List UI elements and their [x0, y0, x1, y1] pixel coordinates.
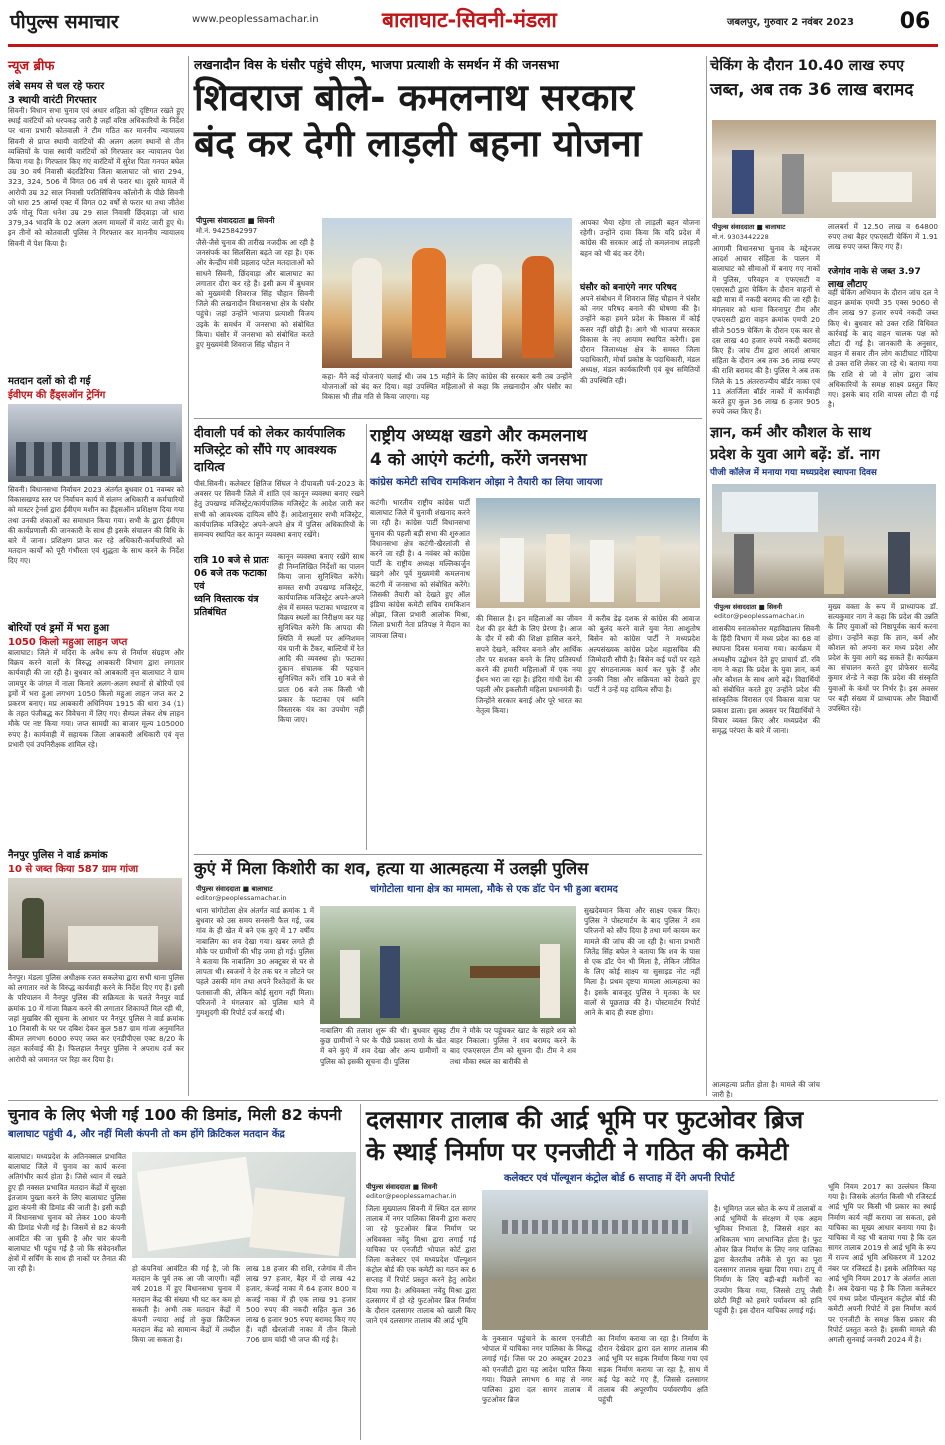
news-brief	[8, 56, 184, 1096]
lead-col1: जैसे-जैसे चुनाव की तारीख नजदीक आ रही है जनसंपर्क का सिलसिला बढ़ते जा रहा है। एक ओर केन्द्रीय मंत्री प्रहलाद पटेल मतदाताओं को साधने सिवनी, छिंदवाड़ा और बालाघाट का लगातार दौरा कर रहे हैं। इसी क्रम में बुधवार को मुख्यमंत्री शिवराज सिंह चौहान सिवनी जिले की लखनादौन विधानसभा क्षेत्र के घंसौर पहुंचे। जहां उन्होंने भाजपा प्रत्याशी विजय उइके के समर्थन में जनसभा को संबोधित किया। घंसौर में जनसभा को संबोधित करते हुए मुख्यमंत्री शिवराज सिंह चौहान ने	[196, 238, 314, 350]
gyan-headline: ज्ञान, कर्म और कौशल के साथ प्रदेश के युवा आगे बढ़ें: डॉ. नाग	[710, 425, 880, 463]
kharge-subhead: कांग्रेस कमेटी सचिव रामकिशन ओझा ने तैयारी का लिया जायजा	[370, 477, 603, 488]
lake-bridge-photo	[482, 1190, 708, 1330]
rule-kuan	[194, 854, 702, 855]
demand-col2: हो कंपनियां आवंटित की गई है, जो कि मतदान के पूर्व तक आ जी जाएगी। वहीं वर्ष 2018 में हुए विधानसभा चुनाव में मतदान केंद्र की संख्या भी घट कर कम हो सकती है। अभी तक मतदान केंद्रों में कंपनी ज्यादा आई तो कुछ क्रिटिकल मतदान केंद्र को सामान्य केंद्रों में तब्दील किया जा सकता है।	[132, 1264, 240, 1345]
gyan-tail: आत्महत्या प्रतीत होता है। मामले की जांच जारी है।	[712, 1080, 820, 1100]
rule-bottom	[8, 1100, 938, 1101]
paper-url: www.peoplessamachar.in	[192, 14, 319, 25]
lead-col2b: अपने संबोधन में शिवराज सिंह चौहान ने घंसौर को नगर परिषद बनाने की घोषणा की है। उन्होंने कहा हमने प्रदेश के विकास में कोई कसर नहीं छोड़ी है। आगे भी भाजपा सरकार विकास के नए आयाम स्थापित करेगी। इस दौरान जिलाध्यक्ष क्षेत्र के समस्त जिला पदाधिकारी, मोर्चा प्रकोष्ठ के पदाधिकारी, मंडल अध्यक्ष, मंडल कार्यकारिणी एवं बूथ समितियों की उपस्थिति रही।	[580, 294, 700, 385]
kuan-headline: कुएं में मिला किशोरी का शव, हत्या या आत्महत्या में उलझी पुलिस	[194, 859, 589, 878]
cm-rally-photo	[322, 218, 572, 368]
gyan-credit: पीपुल्स संवाददाता ■ सिवनी	[714, 603, 783, 611]
brief-divider	[188, 56, 189, 1096]
ngt-col2: के नुकसान पहुंचाने के कारण एनजीटी भोपाल में याचिका नगर पालिका के विरुद्ध लगाई गई। जिस पर 20 अक्टूबर 2023 को एनजीटी द्वारा यह आदेश पारित किया गया। पिछले लगभग 6 माह से नगर पालिका द्वारा दल सागर तालाब में फुटओवर ब्रिज	[482, 1334, 592, 1405]
bottom-divider	[360, 1104, 361, 1440]
kuan-story	[194, 858, 702, 1098]
page-number: 06	[899, 9, 931, 34]
diwali-box: रात्रि 10 बजे से प्रातः 06 बजे तक फटाका एवं ध्वनि विस्तारक यंत्र प्रतिबंधित	[194, 555, 269, 618]
diwali-headline: दीवाली पर्व को लेकर कार्यपालिक मजिस्ट्रेट को सौंपे गए आवश्यक दायित्व	[194, 425, 345, 474]
lead-col2: आपका भैया रहेगा तो लाड़ली बहन योजना रहेगी। उन्होंने दावा किया कि यदि प्रदेश में कांग्रेस की सरकार आई तो कमलनाथ लाड़ली बहन को भी बंद कर देंगे।	[580, 218, 700, 258]
gyan-col1: शासकीय स्नातकोत्तर महाविद्यालय सिवनी के हिंदी विभाग में मध्य प्रदेश का 68 वां स्थापना दिवस मनाया गया। कार्यक्रम में अध्यक्षीय उद्बोधन देते हुए प्राचार्य डॉ. रवि नाग ने कहा कि प्रदेश के युवा ज्ञान, कर्म और कौशल के साथ आगे बढ़ें। विद्यार्थियों को संबोधित करते हुए उन्होंने प्रदेश की सांस्कृतिक विरासत एवं विकास यात्रा पर प्रकाश डाला। इस अवसर पर विद्यार्थियों ने विचार व्यक्त किए और मध्यप्रदेश की समृद्ध परंपरा के बारे में जाना।	[712, 624, 820, 736]
demand-subhead: बालाघाट पहुंची 4, और नहीं मिली कंपनी तो कम होंगे क्रिटिकल मतदान केंद्र	[8, 1129, 285, 1140]
kuan-subhead: चांगोटोला थाना क्षेत्र का मामला, मौके से एक डॉट पेन भी हुआ बरामद	[370, 884, 618, 895]
demand-col3: लाख 18 हजार की राशि, रजेगांव में तीन लाख 97 हजार, बैहर में दो लाख 42 हजार, कंजई नाका में 64 हजार 800 व कजई नाका में ही एक लाख 91 हजार 500 रुपए की नकदी सहित कुल 36 लाख 6 हजार 905 रुपए बरामद किए गए हैं। वहीं खैरलांजी नाका में तीन किलो 706 ग्राम चांदी भी जप्त की गई है।	[246, 1264, 356, 1345]
ganja-seizure-photo	[8, 878, 182, 970]
college-event-photo	[712, 484, 936, 598]
ngt-col3: का निर्माण कराया जा रहा है। निर्माण के दौरान देखेदार द्वारा दल सागर तालाब की आर्द्र भूमि पर सड़क निर्माण किया गया एवं सड़क निर्माण कराया जा रहा है, साथ में कई पेड़ काटे गए हैं, जिससे दलसागर तालाब की अपूरणीय पर्यावरणीय क्षति पहुंची	[598, 1334, 708, 1405]
diwali-story	[194, 424, 364, 850]
kuan-caption-2: टीम ने मौके पर पहुंचकर खाट के सहारे शव को बाहर निकाला। पुलिस ने शव बरामद करने के बाद एफएसएल टीम को सूचना दी। टीम ने शव तथा मौका स्थल का बारीकी से	[450, 1026, 576, 1066]
region-title: बालाघाट-सिवनी-मंडला	[382, 8, 557, 32]
paper-logo: पीपुल्स समाचार	[10, 11, 119, 33]
brief-item: नैनपुर पुलिस ने वार्ड क्रमांक 10 से जब्त किया 587 ग्राम गांजा नैनपुर। मंडला पुलिस अधीक्षक रजत सकलेचा द्वारा सभी थाना पुलिस को लगातार नशे के विरुद्ध कार्यवाही करने के निर्देश दिए गए हैं। इसी के परिपालन में नैनपुर पुलिस की सक्रियता के चलते नैनपुर वार्ड क्रमांक 10 में गांजा विक्रय करने की लगातार शिकायतें मिल रही थी, जहां मुखबिर की सूचना के आधार पर नैनपुर पुलिस ने वार्ड क्रमांक 10 निवासी के घर पर दबिश देकर कुल 587 ग्राम गांजा अनुमानित कीमत लगभग 6000 रुपए जब्त कर एनडीपीएस एक्ट 8/20 के तहत कार्रवाई की है। फिलहाल नैनपुर पुलिस ने अपराध दर्ज कर आरोपी को जमानत पर रिहा कर दिया है।	[8, 850, 184, 1064]
kharge-col1: कटंगी। भारतीय राष्ट्रीय कांग्रेस पार्टी बालाघाट जिले में चुनावी शंखनाद करने जा रही है। कांग्रेस पार्टी विधानसभा चुनाव की पहली बड़ी सभा की शुरुआत विधानसभा क्षेत्र कटंगी-खैरलांजी से करने जा रही है। 4 नवंबर को कांग्रेस पार्टी के राष्ट्रीय अध्यक्ष मल्लिकार्जुन खड़गे और पूर्व मुख्यमंत्री कमलनाथ कटंगी में जनसभा को संबोधित करेंगे। जिसकी तैयारी को देखते हुए ऑल इंडिया कांग्रेस कमेटी सचिव रामकिशन ओझा, जिला प्रभारी आलोक मिश्रा, जिला प्रभारी नेता प्रतिपक्ष ने मैदान का जायजा लिया।	[370, 498, 470, 640]
kharge-col3: में करीब डेढ़ दशक से कांग्रेस की आवाज को बुलंद करने वाले युवा नेता आशुतोष बिसेन को कांग्रेस पार्टी ने मध्यप्रदेश अल्पसंख्यक कांग्रेस प्रदेश महासचिव की जिम्मेदारी सौंपी है। बिसेन कई पदों पर रहते हुए संगठनात्मक कार्य कर चुके हैं और उनकी निष्ठा और सक्रियता को देखते हुए पार्टी ने उन्हें यह दायित्व सौंपा है।	[588, 614, 700, 695]
brief-item: बोरियों एवं ड्रमों में भरा हुआ 1050 किलो महुआ लाहन जप्त बालाघाट। जिले में मदिरा के अवैध रूप से निर्माण संग्रहण और विक्रय करने वालों के विरुद्ध आबकारी विभाग द्वारा लगातार कार्यवाही की जा रही है। बुधवार को आबकारी वृत्त बालाघाट ने ग्राम जामपुर के जंगल में नाला किनारे अलग-अलग स्थानों से बोरियों एवं ड्रमों में भरा हुआ लगभग 1050 किलो महुआ लाहन जप्त कर 2 प्रकरण बनाए। मप्र आबकारी अधिनियम 1915 की धारा 34 (1) के तहत पंजीबद्ध कर विवेचना में लिए गए। सैम्पल लेकर शेष लाहन मौके पर नष्ट किया गया। जप्त सामग्री का बाजार मूल्य 105000 रुपए है। कार्यवाही में सहायक जिला आबकारी अधिकारी एवं वृत्त प्रभारी एवं उपनिरीक्षक शामिल रहे।	[8, 623, 184, 749]
gyan-email: editor@peoplessamachar.in	[714, 612, 805, 620]
ngt-story	[366, 1104, 938, 1440]
checking-credit: पीपुल्स संवाददाता ■ बालाघाट	[712, 223, 786, 231]
cash-seizure-photo	[712, 120, 936, 218]
kuan-caption-1: नाबालिग की तलाश शुरू की थी। बुधवार सुबह कुछ ग्रामीणों ने घर के पीछे प्रकाश राणो के खेत में बने कुएं में शव देखा और अन्य ग्रामीणों व पुलिस को इसकी सूचना दी। पुलिस	[320, 1026, 446, 1066]
ngt-col4: है। भूमिगत जल स्रोत के रूप में तालाबों व आर्द्र भूमियों के संरक्षण में एक अहम भूमिका निभाता है, जिससे शहर का अधिकतम भाग लाभान्वित होता है। फुट ओवर ब्रिज निर्माण के लिए नगर पालिका द्वारा बेतरतीब तरीके से पूरा का पूरा दलसागर तालाब सुखा दिया गया। टापू में निर्माण के लिए बड़ी-बड़ी मशीनों का उपयोग किया गया, जिससे टापू जैसी छोटी मिट्टी को हमारे पर्यावरण को हानि पहुंची है। इस दौरान याचिका लगाई गई।	[714, 1204, 822, 1316]
kuan-col1: थाना चांगोटोला क्षेत्र अंतर्गत वार्ड क्रमांक 1 में बुधवार को उस समय सनसनी फैल गई, जब गांव के ही खेत में बने एक कुएं में 17 वर्षीय नाबालिग का शव देखा गया। खबर लगते ही मौके पर ग्रामीणों की भीड़ जमा हो गई। पुलिस ने बताया कि नाबालिग 30 अक्टूबर से घर से लापता थी। स्वजनों ने देर तक घर न लौटने पर पहले उसकी मांग तथा अपने रिश्तेदारों के घर पतासाजी की, लेकिन कोई सुराग नहीं मिला। परिजनों ने मंगलवार को पुलिस थाने में गुमशुदगी की रिपोर्ट दर्ज कराई थी।	[196, 906, 314, 1018]
lead-headline: शिवराज बोले- कमलनाथ सरकार बंद कर देगी लाड़ली बहना योजना	[194, 76, 642, 165]
checking-col2b: वहीं चेकिंग अभियान के दौरान जांच दल ने वाहन क्रमांक एमपी 35 एक्स 9060 से तीन लाख 97 हजार रुपये नकदी जब्त किए थे। बुधवार को उक्त राशि विधिवत कार्रवाई के बाद वाहन चालक पक्ष को लौटा दी गई है। जानकारी के अनुसार, वाहन में सवार तीन लोग काटीघाट गोंदिया से उक्त राशि लेकर जा रहे थे। बताया गया कि राशि से जो वे लोग द्वारा जांच अधिकारियों के समक्ष साक्ष्य प्रस्तुत किए गए। इसके बाद राशि वापस लौटा दी गई है।	[828, 288, 938, 410]
masthead-rule	[8, 44, 938, 47]
checking-story	[710, 56, 938, 418]
ngt-credit: पीपुल्स संवाददाता ■ सिवनी	[366, 1183, 438, 1191]
checking-col2: लालबर्रा में 12.50 लाख व 64800 रुपए तथा बैहर एफएसटी चेकिंग में 1.91 लाख रुपए जब्त किए गए हैं।	[828, 222, 938, 252]
ngt-col5: भूमि नियम 2017 का उल्लंघन किया गया है। जिसके अंतर्गत किसी भी रजिस्टर्ड आर्द्र भूमि पर किसी भी प्रकार का स्थाई निर्माण कार्य नहीं कराया जा सकता, इसे याचिका का मूख्य आधार बनाया गया है। याचिका में यह भी बताया गया है कि दल सागर तालाब 2019 से आर्द्र भूमि के रूप में राज्य आर्द्र भूमि अधिकरण में 1202 नंबर पर रजिस्टर्ड है। इसके अतिरिक्त यह आर्द्र भूमि नियम 2017 के अंतर्गत आता है। अब देखना यह है कि जिला कलेक्टर एवं मध्य प्रदेश पॉल्यूशन कंट्रोल बोर्ड की कमेटी अपनी रिपोर्ट में इस निर्माण कार्य पर एनजीटी के समक्ष किस प्रकार की रिपोर्ट प्रस्तुत करते हैं। इसकी मामले की अगली सुनवाई जनवरी 2024 में है।	[828, 1182, 936, 1345]
checking-subhead: रजेगांव नाके से जब्त 3.97 लाख लौटाए	[828, 267, 921, 290]
kharge-headline: राष्ट्रीय अध्यक्ष खडगे और कमलनाथ 4 को आएंगे कटंगी, करेंगे जनसभा	[370, 426, 588, 470]
demand-headline: चुनाव के लिए भेजी गई 100 की डिमांड, मिली 82 कंपनी	[8, 1106, 342, 1124]
gyan-subhead: पीजी कॉलेज में मनाया गया मध्यप्रदेश स्थापना दिवस	[710, 468, 877, 478]
lead-subhead: घंसौर को बनाएंगे नगर परिषद	[580, 283, 677, 293]
lead-mob: मो.नं. 9425842997	[196, 227, 258, 235]
kuan-col2: सुखदेवमान किया और साक्ष्य एकत्र किए। पुलिस ने पोस्टमार्टम के बाद पुलिस ने शव परिजनों को सौंप दिया है तथा मर्ग कायम कर मामले की जांच की जा रही है। थाना प्रभारी जितेंद्र सिंह बघेल ने बताया कि शव के पास से एक डॉट पेन भी मिला है, लेकिन जीवित के लिए कोई साक्ष्य या सुसाइड नोट नहीं मिला है। प्रथम दृष्टया मामला आत्महत्या का है। इसके बावजूद पुलिस ने मृतका के घर वालों से पूछताछ की है। पोस्टमार्टम रिपोर्ट आने के बाद ही स्पष्ट होगा।	[584, 906, 700, 1018]
lead-kicker: लखनादौन विस के घंसौर पहुंचे सीएम, भाजपा प्रत्याशी के समर्थन में की जनसभा	[194, 57, 559, 72]
kuan-credit: पीपुल्स संवाददाता ■ बालाघाट	[196, 885, 273, 893]
ngt-email: editor@peoplessamachar.in	[366, 1192, 457, 1200]
masthead	[0, 0, 945, 52]
brief-label: न्यूज ब्रीफ	[8, 59, 55, 74]
right-divider	[706, 56, 707, 1096]
gyan-story	[710, 422, 938, 1102]
well-search-photo	[320, 906, 576, 1024]
kuan-email: editor@peoplessamachar.in	[196, 894, 287, 902]
evm-training-photo	[8, 404, 182, 482]
lead-credit: पीपुल्स संवाददाता ■ सिवनी	[196, 216, 275, 225]
brief-item: लंबे समय से चल रहे फरार 3 स्थायी वारंटी गिरफ्तार सिवनी। विधान सभा चुनाव एवं अधार शहिता को दृष्टिगत रखते हुए स्थाई वारंटियों को धरपकड़ जारी है जहाँ वरिष्ठ अधिकारियों के निर्देश पर थाना प्रभारी कोतवाली ने टीम गठित कर माननीय न्यायालय सिवनी से प्राप्त स्थायी वारंटियों की अलग अलग स्थानों से तीन व्यक्तियों के पास स्थायी वारंटियों को गिरफ्तार कर न्यायालय पेश किया गया है। गिरफ्तार किए गए वारंटियों में सुरेश पिता गनपत बघेल उम्र 30 वर्ष निवासी बंदरडिरिया जिला बालाघाट जो धारा 294, 323, 324, 506 में विगत 06 वर्ष से फरार था। दूसरे मामले में आरोपी उम्र 32 साल निवासी परतिसिंचिनय कॉलोनी के पीछे सिवनी जो धारा 25 आर्म्स एक्ट में विगत 02 वर्षों से फरार था तथा जीतेश उर्फ गोलू पिता धनेश उम्र 29 साल निवासी छिंदवाड़ा जो धारा 379,34 भादवि के 02 अलग अलग मामलों में वारंट जारी हुए थे। इन तीनों को कोतवाली पुलिस ने गिरफ्तार कर माननीय न्यायालय सिवनी में पेश किया है।	[8, 81, 184, 248]
rule-lead	[194, 418, 702, 419]
ngt-headline: दलसागर तालाब की आर्द्र भूमि पर फुटओवर ब्रिज के स्थाई निर्माण पर एनजीटी ने गठित की कमेटी	[366, 1105, 804, 1166]
congress-meeting-photo	[476, 498, 700, 608]
checking-headline: चेकिंग के दौरान 10.40 लाख रुपए जब्त, अब तक 36 लाख बरामद	[710, 58, 914, 100]
ngt-subhead: कलेक्टर एवं पॉल्यूशन कंट्रोल बोर्ड 6 सप्ताह में देंगे अपनी रिपोर्ट	[504, 1173, 735, 1184]
brief-item: मतदान दलों को दी गई ईवीएम की हैंड्सऑन ट्रेनिंग सिवनी। विधानसभा निर्वाचन 2023 अंतर्गत बुधवार 01 नवम्बर को विकासखण्ड स्तर पर निर्वाचन कार्य में संलग्न अधिकारी व कर्मचारियों को मास्टर ट्रेनर्स द्वारा ईवीएम मशीन का हैंड्सऑन प्रशिक्षण दिया गया तथा उनकी शंकाओं का समाधान किया गया। सभी के द्वारा ईवीएम की कार्यप्रणाली की जानकारी के साथ ही इसके संचालन की विधि के बारे में जाना। प्रशिक्षण प्राप्त कर रहे अधिकारी-कर्मचारियों को मतदान कार्यों को पूरी गंभीरता एवं शुद्धता के साथ करने के निर्देश दिए गए।	[8, 376, 184, 566]
checking-mob: मो.नं. 9303442228	[712, 233, 769, 241]
checking-col1: आगामी विधानसभा चुनाव के मद्देनजर आदर्श आचार संहिता के पालन में बालाघाट को सीमाओं में बनाए गए नाकों में पुलिस, परिवहन व एफएसटी व एसएसटी द्वारा चेकिंग के दौरान वाहनों से बड़ी मात्रा में नकदी बरामद की जा रही है। मंगलवार को थाना किरनापुर टीम और एफएसटी द्वारा वाहन क्रमांक एमपी 20 सीजे 5059 चेकिंग के दौरान एक कार से दस लाख 40 हजार रुपये नकदी बरामद किए हैं। जांच टीम द्वारा आदर्श आचार संहिता के दौरान अब तक 36 लाख रुपए की राशि बरामद की है। पुलिस ने अब तक जिले के 15 अंतरराज्यीय बॉर्डर नाका एवं 11 अंतर्जिला बॉर्डर नाकों में कार्यवाही करते हुए कुल 36 लाख 6 हजार 905 रुपये जब्त किए हैं।	[712, 244, 820, 417]
demand-story	[8, 1104, 356, 1440]
lead-story	[194, 56, 702, 416]
gyan-col2: मुख्य वक्ता के रूप में प्राध्यापक डॉ. सत्यकुमार नाग ने कहा कि प्रदेश की उन्नति के लिए युवाओं को निष्ठापूर्वक कार्य करना होगा। उन्होंने कहा कि ज्ञान, कर्म और कौशल को अपना कर मध्य प्रदेश और प्रदेश के युवा आगे बढ़ सकते हैं। कार्यक्रम का संचालन करते हुए प्रोफेसर सत्येंद्र कुमार शेन्डे ने कहा कि प्रदेश की संस्कृति युवाओं के कंधों पर निर्भर है। इस अवसर पर बड़ी संख्या में प्राध्यापक और विद्यार्थी उपस्थित रहे।	[828, 602, 938, 714]
diwali-divider	[366, 424, 367, 850]
dateline: जबलपुर, गुरुवार 2 नवंबर 2023	[727, 17, 854, 28]
demand-col1: बालाघाट। मध्यप्रदेश के अतिनक्सल प्रभावित बालाघाट जिले में चुनाव का कार्य करना अतिगंभीर कार्य होता है। जिसे ध्यान में रखते हुए ही नक्सल प्रभावित मतदान केंद्रों में सुरक्षा इंतजाम पुख्ता करने के लिए बालाघाट पुलिस द्वारा कंपनी की डिमांड की जाती है। इसी कड़ी में विधानसभा चुनाव को लेकर 100 कंपनी की डिमांड भेजी गई है। जिसमें से 82 कंपनी आवंटित की जा चुकी है और चार कंपनी बालाघाट भी पहुंच गई है जो कि संवेदनशील क्षेत्रों में सर्चिंग के साथ ही नाकों पर तैनात की जा रही है।	[8, 1152, 126, 1274]
lead-caption: कहा- मैंने कई योजनाएं चलाई थी। जब 15 महीने के लिए कांग्रेस की सरकार बनी तब उन्होंने योजनाओं को बंद कर दिया। वहां उपस्थित महिलाओं से कहा कि लखनादौन और घंसौर का विकास भी तीव्र गति से किया जाएगा। यह	[322, 372, 572, 402]
diwali-col2: कानून व्यवस्था बनाए रखेंगे साथ ही निम्नलिखित निर्देशों का पालन किया जाना सुनिश्चित करेंगे। समस्त सभी उपखण्ड मजिस्ट्रेट, कार्यपालिक मजिस्ट्रेट अपने-अपने क्षेत्र में समस्त फटाका भण्डारण व विक्रय स्थलों का निरीक्षण कर यह सुनिश्चित करेंगे कि आपदा की स्थिति में स्थलों पर अग्निशमन यंत्र पानी के टैंकर, बाल्टियों में रेत आदि की व्यवस्था हो। फटाका दुकान संचालक की पहचान सुनिश्चित करें। रात्रि 10 बजे से प्रातः 06 बजे तक किसी भी प्रकार के फटाका एवं ध्वनि विस्तारक यंत्र का उपयोग नहीं किया जाए।	[278, 552, 364, 725]
kharge-story	[370, 424, 702, 852]
diwali-col1: पीसं.सिवनी। कलेक्टर क्षितिज सिंघल ने दीपावली पर्व-2023 के अवसर पर सिवनी जिले में शांति एवं कानून व्यवस्था बनाए रखने हेतु उपखण्ड मजिस्ट्रेट/कार्यपालिक मजिस्ट्रेट के आदेश जारी कर सभी को आवश्यक दायित्व सौंपे हैं। आदेशानुसार सभी मजिस्ट्रेट, कार्यपालिक मजिस्ट्रेट अपने-अपने क्षेत्र में पुलिस अधिकारियों के समन्वय स्थापित कर कानून व्यवस्था बनाए रखेंगे।	[194, 479, 364, 540]
ngt-col1: जिला मुख्यालय सिवनी में स्थित दल सागर तालाब में नगर पालिका सिवनी द्वारा कराए जा रहे फुटओवर ब्रिज निर्माण पर अधिवक्ता नवेंदु मिश्रा द्वारा लगाई गई याचिका पर एनजीटी भोपाल कोर्ट द्वारा जिला कलेक्टर एवं मध्यप्रदेश पॉल्यूशन कंट्रोल बोर्ड की एक कमेटी का गठन कर 6 सप्ताह में रिपोर्ट प्रस्तुत करने हेतु आदेश दिया गया है। अधिवक्ता नवेंदु मिश्रा द्वारा दलसागर में हो रहे फुटओवर ब्रिज निर्माण के दौरान दलसागर तालाब को खाली किए जाने एवं दलसागर तालाब की आर्द्र भूमि	[366, 1204, 476, 1326]
kharge-col2: की मिसाल है। इन महिलाओं का जीवन देश की हर बेटी के लिए प्रेरणा है। आज के दौर में स्त्री की शिक्षा हासिल करने, सपने देखने, करियर बनाने और आर्थिक तौर पर सशक्त बनने के लिए प्रतिस्पर्धा करने की हमारी महिलाओं में एक नया ईंधन भरा जा रहा है। इंदिरा गांधी देश की पहली और इकलौती महिला प्रधानमंत्री हैं। जिन्होंने सरकार बनाई और पूरे भारत का नेतृत्व किया।	[476, 614, 582, 715]
ballot-photo	[132, 1152, 356, 1258]
